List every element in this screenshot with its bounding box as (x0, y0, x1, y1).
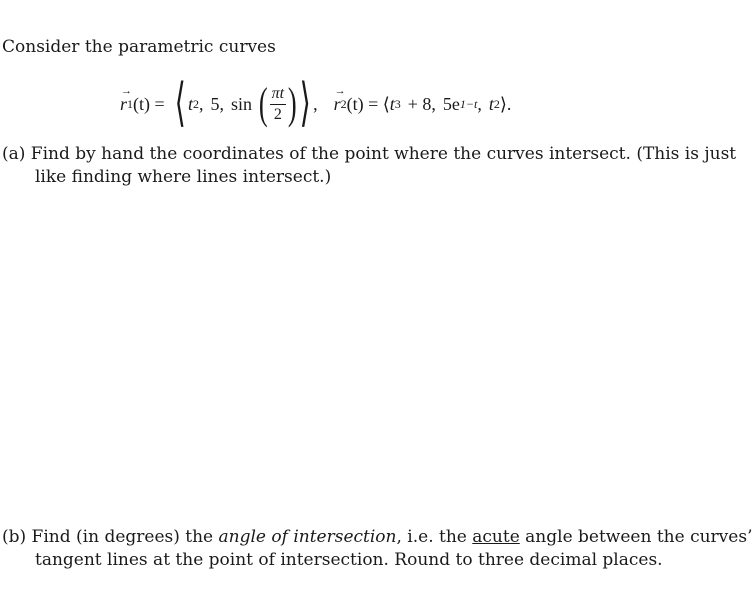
r1-arg: (t) = (133, 93, 165, 114)
r2-c3-base: t (488, 93, 494, 114)
r1-open-angle: ⟨ (174, 75, 186, 132)
intro-text: Consider the parametric curves (2, 37, 276, 57)
angle-of-intersection-term: angle of intersection (218, 527, 397, 547)
part-a-question (2, 143, 737, 189)
parametric-equations (120, 76, 511, 132)
acute-underlined: acute (472, 527, 520, 547)
r2-vector: → r (333, 84, 346, 114)
r2-c2-sep: , (477, 93, 482, 114)
part-b-post: angle between the curves’ (519, 527, 752, 547)
r2-arg: (t) = ⟨ (346, 93, 390, 114)
r2-c2-exp: 1−t (459, 96, 478, 111)
r2-subscript: 2 (340, 96, 347, 111)
r2-c1-base: t (389, 93, 395, 114)
pi-t-over-2-fraction (270, 85, 286, 123)
r1-open-paren: ( (258, 79, 268, 128)
r1-comp1-sep: , (198, 93, 204, 114)
vector-arrow: → (334, 84, 346, 97)
r1-close-paren: ) (288, 79, 297, 128)
r2-close: ⟩. (499, 93, 512, 114)
part-b-mid: , i.e. the (396, 527, 473, 547)
fraction-denominator: 2 (273, 105, 282, 123)
r2-c3-exp: 2 (493, 96, 500, 111)
r1-trail: , (313, 93, 318, 114)
r1-vector: → r (120, 84, 132, 114)
fraction-numerator: πt (270, 85, 286, 105)
r2-c1-exp: 3 (394, 96, 401, 111)
part-a-line-2: like finding where lines intersect.) (35, 167, 332, 187)
part-b-pre: (b) Find (in degrees) the (2, 527, 219, 547)
r1-comp2: 5, (210, 93, 224, 114)
vector-arrow: → (121, 84, 132, 97)
part-b-question (2, 526, 752, 572)
part-b-line-1 (2, 526, 752, 549)
r2-c2-base: 5e (442, 93, 460, 114)
part-b-line-2: tangent lines at the point of intersection. Round to three decimal places. (35, 550, 663, 570)
part-a-line-1: (a) Find by hand the coordinates of the point where the curves intersect. (This is just (2, 144, 737, 164)
r1-comp1-exp: 2 (192, 96, 199, 111)
r1-comp1-base: t (187, 93, 193, 114)
sin-function: sin (230, 93, 252, 114)
r2-c1-rest: + 8, (407, 93, 436, 114)
r1-close-angle: ⟩ (299, 75, 311, 132)
r1-subscript: 1 (127, 96, 134, 111)
